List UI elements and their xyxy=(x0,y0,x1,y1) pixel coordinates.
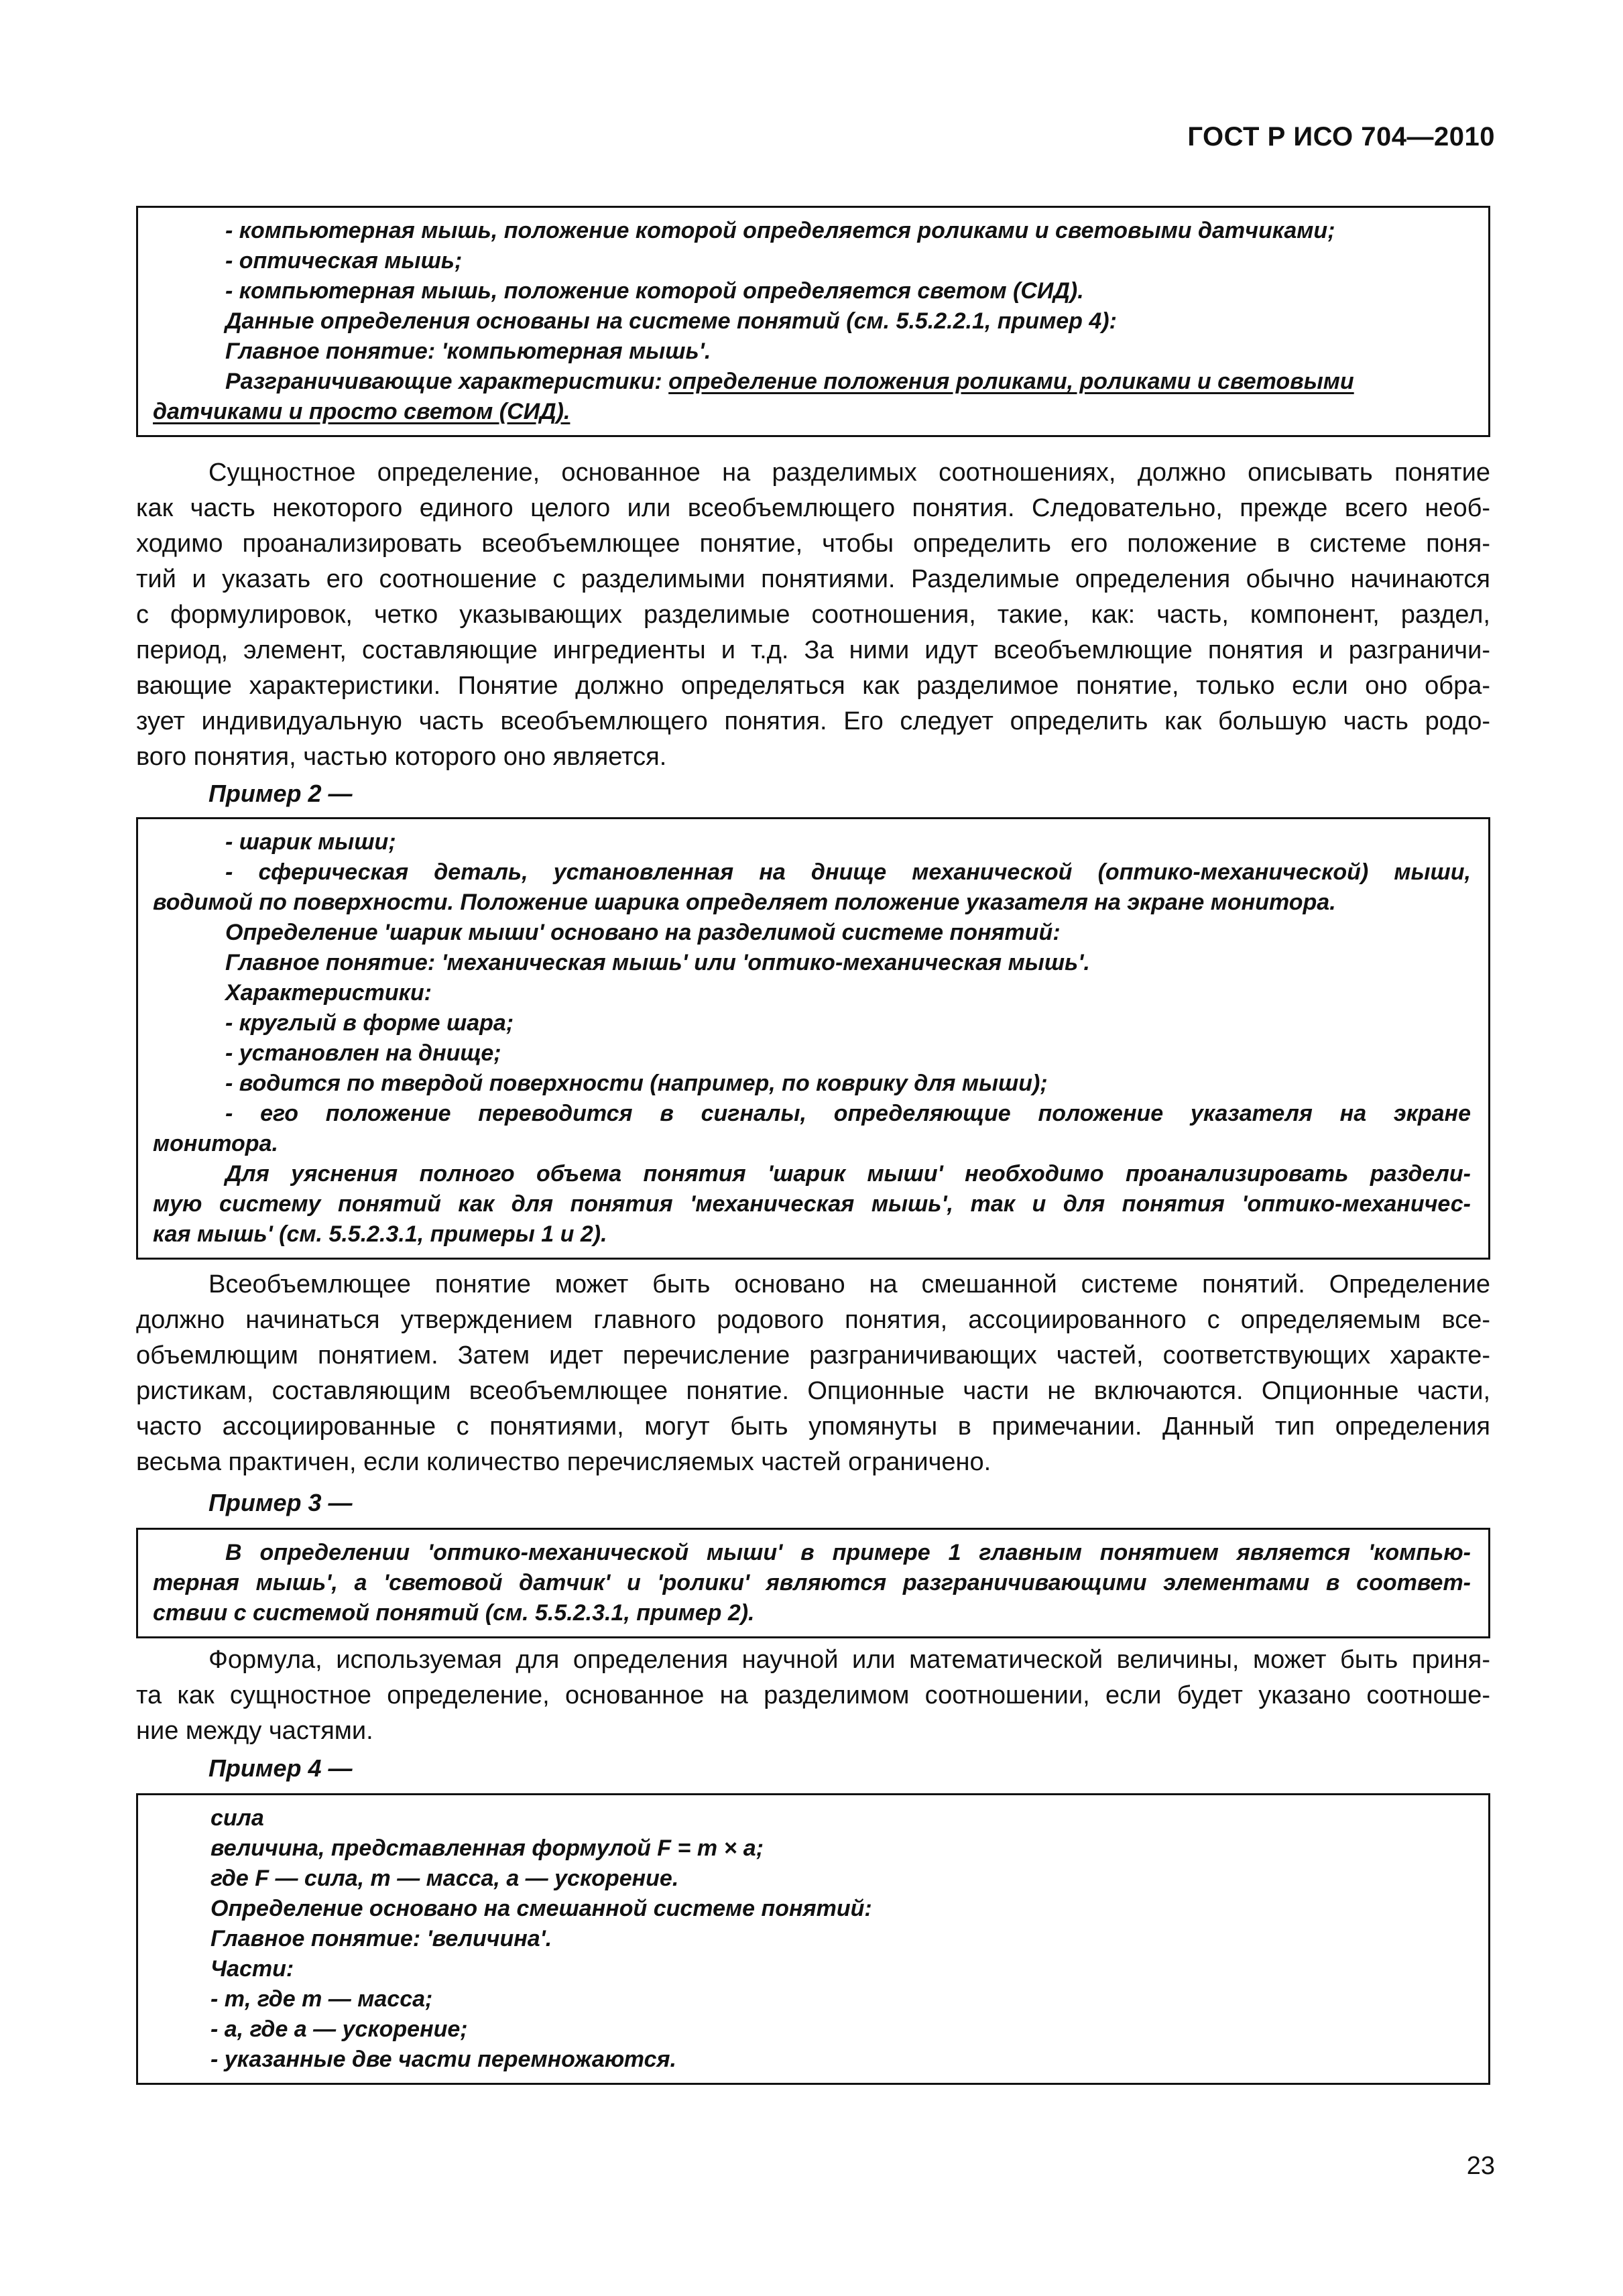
example4-box xyxy=(136,1793,1490,2085)
paragraph-line: та как сущностное определение, основанное на разделимом соотношении, если будет указано соотноше- xyxy=(136,1681,1490,1709)
example2-line: - сферическая деталь, установленная на днище механической (оптико-механической) мыши, xyxy=(225,859,1471,885)
example3-box xyxy=(136,1528,1490,1638)
example4-line: - m, где m — масса; xyxy=(211,1986,433,2012)
paragraph-line: зует индивидуальную часть всеобъемлющего понятия. Его следует определить как большую часть родо- xyxy=(136,707,1490,735)
paragraph-line: Сущностное определение, основанное на разделимых соотношениях, должно описывать понятие xyxy=(208,459,1490,487)
paragraph-line: ние между частями. xyxy=(136,1717,373,1745)
paragraph-line: объемлющим понятием. Затем идет перечисление разграничивающих частей, соответствующих характе- xyxy=(136,1341,1490,1370)
box1-line: Главное понятие: 'компьютерная мышь'. xyxy=(225,339,711,364)
paragraph-line: вого понятия, частью которого оно является. xyxy=(136,743,667,771)
example4-line: величина, представленная формулой F = m × a; xyxy=(211,1835,764,1861)
page-number: 23 xyxy=(1466,2152,1495,2180)
example4-line: где F — сила, m — масса, a — ускорение. xyxy=(211,1866,679,1891)
characteristics-label: Разграничивающие характеристики: xyxy=(225,369,662,394)
document-header: ГОСТ Р ИСО 704—2010 xyxy=(1187,122,1495,152)
paragraph-comprehensive-concept xyxy=(136,1267,1490,1480)
box1-characteristics-line xyxy=(153,367,1471,397)
example2-box xyxy=(136,817,1490,1260)
example3-line: В определении 'оптико-механической мыши' в примере 1 главным понятием является 'компью- xyxy=(225,1540,1471,1565)
example2-label: Пример 2 — xyxy=(208,780,353,807)
example2-line: - водится по твердой поверхности (например, по коврику для мыши); xyxy=(225,1071,1048,1096)
example2-line: монитора. xyxy=(153,1131,278,1156)
paragraph-line: вающие характеристики. Понятие должно определяться как разделимое понятие, только если оно обра- xyxy=(136,672,1490,700)
example2-line: мую систему понятий как для понятия 'механическая мышь', так и для понятия 'оптико-механичес- xyxy=(153,1191,1471,1217)
example4-line: Части: xyxy=(211,1956,294,1982)
example3-label: Пример 3 — xyxy=(208,1489,353,1516)
example4-line: Главное понятие: 'величина'. xyxy=(211,1926,552,1951)
example2-line: - шарик мыши; xyxy=(225,829,396,855)
example3-line: терная мышь', а 'световой датчик' и 'ролики' являются разграничивающими элементами в соответ- xyxy=(153,1570,1471,1595)
example4-line: - указанные две части перемножаются. xyxy=(211,2047,676,2072)
characteristics-text: определение положения роликами, роликами и световыми xyxy=(668,369,1354,394)
paragraph-line: ходимо проанализировать всеобъемлющее понятие, чтобы определить его положение в системе поня- xyxy=(136,530,1490,558)
box1-line: Данные определения основаны на системе понятий (см. 5.5.2.2.1, пример 4): xyxy=(225,308,1117,334)
box1-line: - оптическая мышь; xyxy=(225,248,463,274)
box1-line: - компьютерная мышь, положение которой определяется роликами и световыми датчиками; xyxy=(225,218,1335,243)
characteristics-text-cont: датчиками и просто светом (СИД). xyxy=(153,399,570,424)
paragraph-line: весьма практичен, если количество перечисляемых частей ограничено. xyxy=(136,1448,991,1476)
example1-continuation-box xyxy=(136,206,1490,437)
paragraph-formula xyxy=(136,1642,1490,1749)
example2-line: - установлен на днище; xyxy=(225,1040,501,1066)
paragraph-line: часто ассоциированные с понятиями, могут быть упомянуты в примечании. Данный тип определения xyxy=(136,1412,1490,1441)
example4-line: - a, где a — ускорение; xyxy=(211,2016,468,2042)
paragraph-line: Формула, используемая для определения научной или математической величины, может быть приня- xyxy=(208,1646,1490,1674)
example4-line: сила xyxy=(211,1805,264,1831)
paragraph-line: как часть некоторого единого целого или всеобъемлющего понятия. Следовательно, прежде всего необ- xyxy=(136,494,1490,522)
example2-line: Определение 'шарик мыши' основано на разделимой системе понятий: xyxy=(225,920,1061,945)
example2-line: кая мышь' (см. 5.5.2.3.1, примеры 1 и 2). xyxy=(153,1221,607,1247)
paragraph-line: с формулировок, четко указывающих разделимые соотношения, такие, как: часть, компонент, раздел, xyxy=(136,601,1490,629)
example2-line: Для уяснения полного объема понятия 'шарик мыши' необходимо проанализировать раздели- xyxy=(225,1161,1471,1187)
box1-line: - компьютерная мышь, положение которой определяется светом (СИД). xyxy=(225,278,1084,304)
paragraph-partitive-definition xyxy=(136,455,1490,775)
example2-line: - круглый в форме шара; xyxy=(225,1010,514,1036)
example2-line: Главное понятие: 'механическая мышь' или 'оптико-механическая мышь'. xyxy=(225,950,1090,975)
box1-line xyxy=(153,397,1471,427)
example2-line: - его положение переводится в сигналы, определяющие положение указателя на экране xyxy=(225,1101,1471,1126)
paragraph-line: период, элемент, составляющие ингредиенты и т.д. За ними идут всеобъемлющие понятия и разграничи- xyxy=(136,636,1490,664)
paragraph-line: Всеобъемлющее понятие может быть основано на смешанной системе понятий. Определение xyxy=(208,1270,1490,1298)
example4-line: Определение основано на смешанной системе понятий: xyxy=(211,1896,872,1921)
paragraph-line: тий и указать его соотношение с разделимыми понятиями. Разделимые определения обычно начинаются xyxy=(136,565,1490,593)
paragraph-line: должно начинаться утверждением главного родового понятия, ассоциированного с определяемым все- xyxy=(136,1306,1490,1334)
example3-line: ствии с системой понятий (см. 5.5.2.3.1, пример 2). xyxy=(153,1600,755,1626)
example2-line: Характеристики: xyxy=(225,980,432,1006)
example2-line: водимой по поверхности. Положение шарика определяет положение указателя на экране монитора. xyxy=(153,890,1336,915)
example4-label: Пример 4 — xyxy=(208,1754,353,1782)
paragraph-line: ристикам, составляющим всеобъемлющее понятие. Опционные части не включаются. Опционные части, xyxy=(136,1377,1490,1405)
